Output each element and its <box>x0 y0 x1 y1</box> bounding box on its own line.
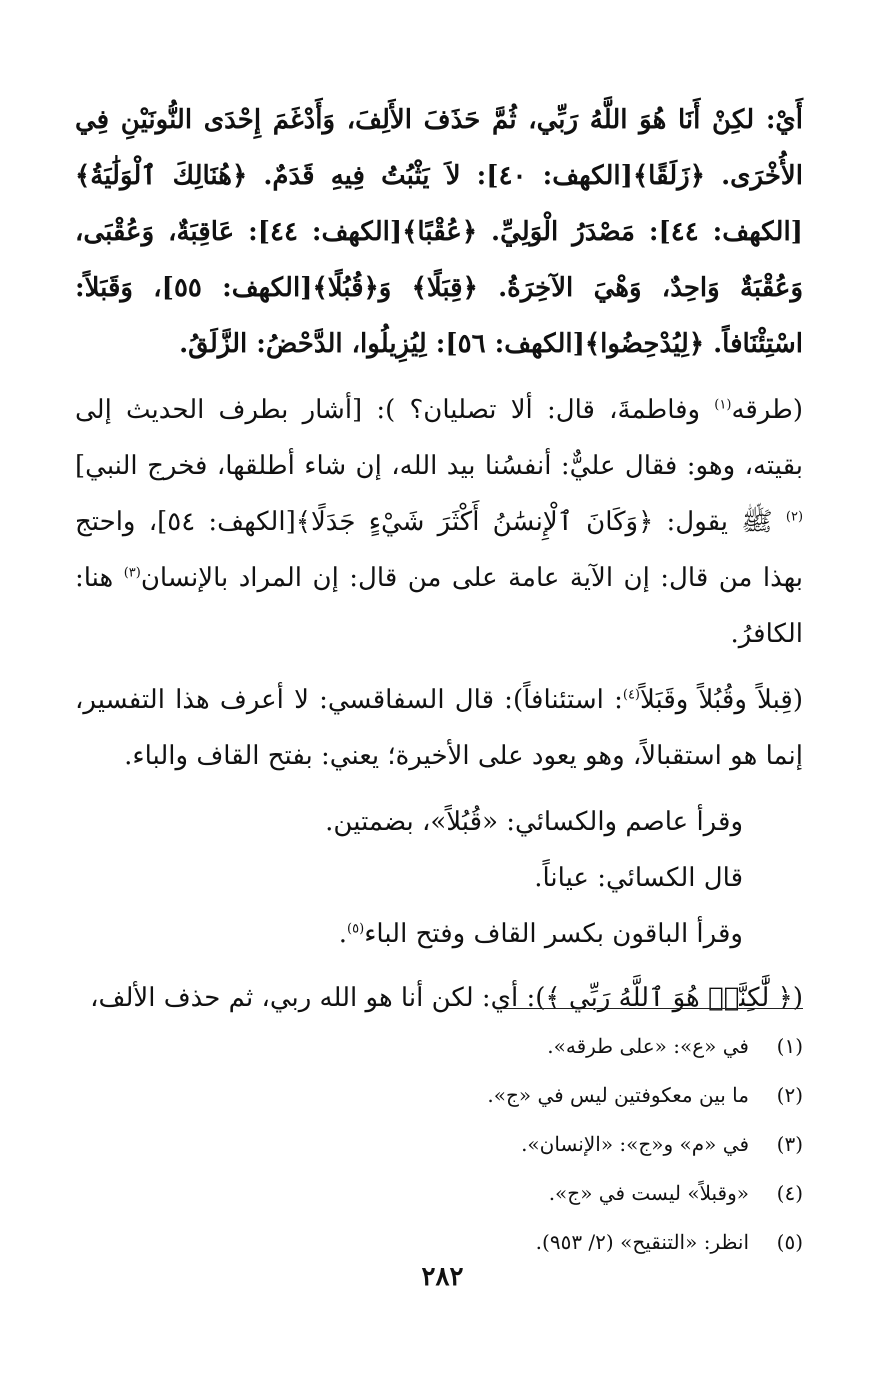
footnote-text: في «م» و«ج»: «الإنسان». <box>521 1132 749 1156</box>
footnote-number: (٣) <box>776 1132 803 1156</box>
footnote-item <box>75 1218 803 1267</box>
paragraph-7 <box>75 970 803 1026</box>
paragraph-3 <box>75 672 803 784</box>
footnote-number: (٥) <box>776 1230 803 1254</box>
footnote-text: في «ع»: «على طرقه». <box>547 1034 749 1058</box>
paragraph-2-part: هنا: الكافرُ. <box>75 563 803 649</box>
footnote-ref-2[interactable]: (٢) <box>785 509 804 525</box>
page-number: ٢٨٢ <box>421 1262 464 1292</box>
paragraph-2-part: (طرقه <box>731 395 803 425</box>
paragraph-6 <box>75 906 803 962</box>
paragraph-2-part: وفاطمةَ، قال: ألا تصليان؟ ): [أشار بطرف الحديث إلى بقيته، وهو: فقال عليٌّ: أنفسُنا بيد الله، إن شاء أطلقها، فخرج النبي] <box>75 395 803 481</box>
paragraph-6-part: . <box>338 919 348 949</box>
footnotes <box>75 1022 803 1267</box>
footnote-item <box>75 1169 803 1218</box>
footnote-number: (٢) <box>776 1083 803 1107</box>
paragraph-1 <box>75 92 803 372</box>
main-text <box>75 92 803 1036</box>
footnote-text: «وقبلاً» ليست في «ج». <box>548 1181 749 1205</box>
footnote-item <box>75 1022 803 1071</box>
footnote-item <box>75 1120 803 1169</box>
paragraph-1-text: أَيْ: لكِنْ أَنَا هُوَ اللَّهُ رَبِّي، ثُمَّ حَذَفَ الأَلِفَ، وَأَدْغَمَ إِحْدَى النُّونَيْنِ فِي الأُخْرَى. ﴿زَلَقًا﴾[الكهف: ٤٠]: لاَ يَثْبُتُ فِيهِ قَدَمٌ. ﴿هُنَالِكَ ٱلْوَلَٰيَةُ﴾[الكهف: ٤٤]: مَصْدَرُ الْوَلِيِّ. ﴿عُقْبًا﴾[الكهف: ٤٤]: عَاقِبَةٌ، وَعُقْبَى، وَعُقْبَةٌ وَاحِدٌ، وَهْيَ الآخِرَةُ. ﴿قِبَلًا﴾ وَ﴿قُبُلًا﴾[الكهف: ٥٥]، وَقَبَلاً: اسْتِئْنَافاً. ﴿لِيُدْحِضُوا﴾[الكهف: ٥٦]: لِيُزِيلُوا، الدَّحْضُ: الزَّلَقُ. <box>75 105 803 359</box>
footnote-ref-4[interactable]: (٤) <box>622 687 640 703</box>
paragraph-3-part: (قِبلاً وقُبُلاً وقَبَلاً <box>640 685 803 715</box>
footnote-number: (١) <box>776 1034 803 1058</box>
footnote-number: (٤) <box>776 1181 803 1205</box>
paragraph-2 <box>75 382 803 662</box>
paragraph-2-part: ﷺ يقول: ﴿وَكَانَ ٱلْإِنسَٰنُ أَكْثَرَ شَيْءٍ جَدَلًا﴾[الكهف: ٥٤]، واحتج بهذا من قال: إن الآية عامة على من قال: إن المراد بالإنسان <box>75 507 803 593</box>
paragraph-4 <box>75 794 803 850</box>
paragraph-5-text: قال الكسائي: عياناً. <box>534 863 743 893</box>
footnote-text: انظر: «التنقيح» (٢/ ٩٥٣). <box>535 1230 749 1254</box>
footnote-ref-5[interactable]: (٥) <box>347 921 365 937</box>
footnote-divider <box>503 1008 803 1009</box>
paragraph-3-part: : استئنافاً): قال السفاقسي: لا أعرف هذا التفسير، إنما هو استقبالاً، وهو يعود على الأخيرة؛ يعني: بفتح القاف والباء. <box>75 685 803 771</box>
footnote-text: ما بين معكوفتين ليس في «ج». <box>487 1083 749 1107</box>
paragraph-6-part: وقرأ الباقون بكسر القاف وفتح الباء <box>364 919 743 949</box>
paragraph-7-text: (﴿ لَّٰكِنَّا۠ هُوَ ٱللَّهُ رَبِّي ﴾): أي: لكن أنا هو الله ربي، ثم حذف الألف، <box>90 983 803 1013</box>
footnote-ref-1[interactable]: (١) <box>714 397 732 413</box>
paragraph-4-text: وقرأ عاصم والكسائي: «قُبُلاً»، بضمتين. <box>325 807 743 837</box>
footnote-ref-3[interactable]: (٣) <box>123 565 141 581</box>
footnote-item <box>75 1071 803 1120</box>
paragraph-5 <box>75 850 803 906</box>
